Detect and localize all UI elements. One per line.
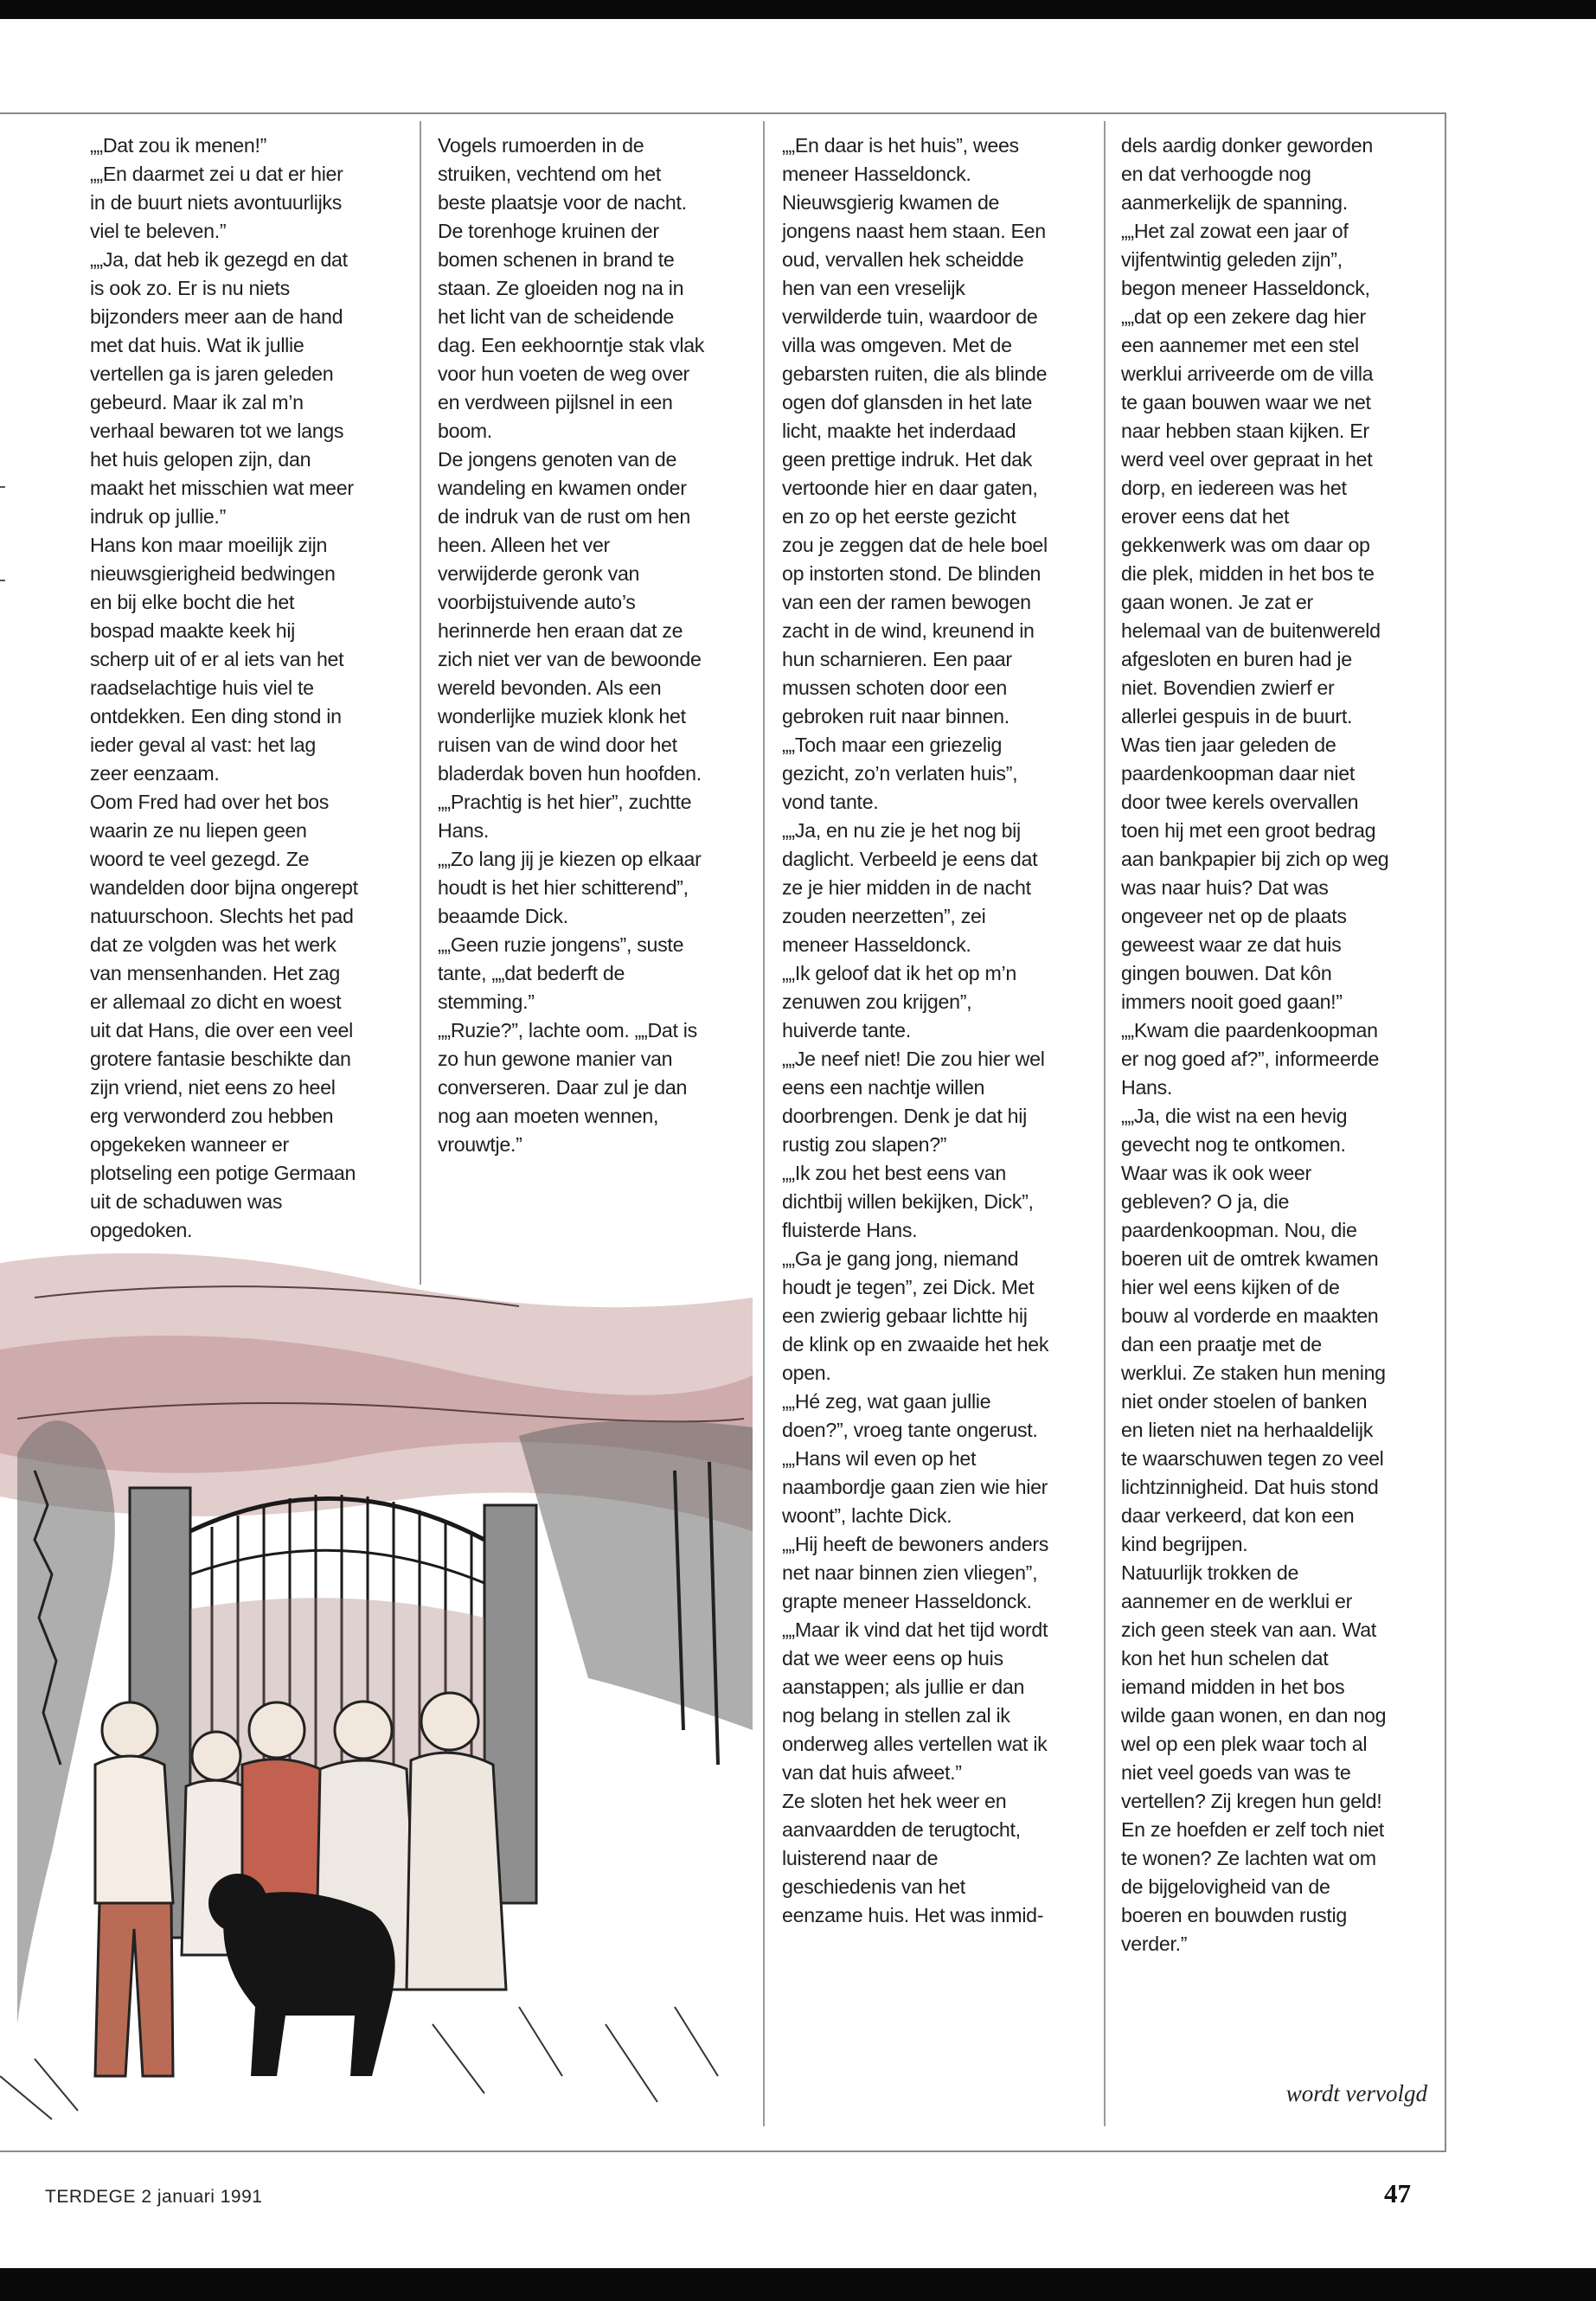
paragraph: „„En daar is het huis”, wees meneer Hasseldonck. Nieuwsgierig kwamen de jongens naast hem staan. Een oud, vervallen hek scheidde hen van een vreselijk verwilderde tuin, waardoor de villa was omgeven. Met de gebarsten ruiten, die als blinde ogen dof glansden in het late licht, maakte het inderdaad geen prettige indruk. Het dak vertoonde hier en daar gaten, en zo op het eerste gezicht zou je zeggen dat de hele boel op instorten stond. De blinden van een der ramen bewogen zacht in de wind, kreunend in hun scharnieren. Een paar mussen schoten door een gebroken ruit naar binnen. — [782, 134, 1048, 727]
paragraph: De jongens genoten van de wandeling en kwamen onder de indruk van de rust om hen heen. Alleen het ver verwijderde geronk van voorbijstuivende auto’s herinnerde hen eraan dat ze zich niet ver van de bewoonde wereld bevonden. Als een wonderlijke muziek klonk het ruisen van de wind door het bladerdak boven hun hoofden. — [438, 448, 702, 785]
paragraph: „„Het zal zowat een jaar of vijfentwintig geleden zijn”, begon meneer Hasseldonck, „„dat op een zekere dag hier een aannemer met een stel werklui arriveerde om de villa te gaan bouwen waar we net naar hebben staan kijken. Er werd veel over gepraat in het dorp, en iedereen was het erover eens dat het gekkenwerk was om daar op die plek, midden in het bos te gaan wonen. Je zat er helemaal van de buitenwereld afgesloten en buren had je niet. Bovendien zwierf er allerlei gespuis in de buurt. Was tien jaar geleden de paardenkoopman daar niet door twee kerels overvallen toen hij met een groot bedrag aan bankpapier bij zich op weg was naar huis? Dat was ongeveer net op de plaats geweest waar ze dat huis gingen bouwen. Dat kôn immers nooit goed gaan!” — [1121, 220, 1389, 1013]
paragraph: De torenhoge kruinen der bomen schenen in brand te staan. Ze gloeiden nog na in het licht van de scheidende dag. Een eekhoorntje stak vlak voor hun voeten de weg over en verdween pijlsnel in een boom. — [438, 220, 705, 442]
paragraph: „„Ja, die wist na een hevig gevecht nog te ontkomen. Waar was ik ook weer gebleven? O ja, die paardenkoopman. Nou, die boeren uit de omtrek kwamen hier wel eens kijken of de bouw al vorderde en maakten dan een praatje met de werklui. Ze staken hun mening niet onder stoelen of banken en lieten niet na herhaaldelijk te waarschuwen tegen zo veel lichtzinnigheid. Dat huis stond daar verkeerd, dat kon een kind begrijpen. — [1121, 1105, 1386, 1555]
scan-bottom-border — [0, 2268, 1596, 2301]
page-number: 47 — [1384, 2178, 1411, 2208]
scan-top-border — [0, 0, 1596, 19]
paragraph: „„Ruzie?”, lachte oom. „„Dat is zo hun gewone manier van converseren. Daar zul je dan nog aan moeten wennen, vrouwtje.” — [438, 1019, 697, 1156]
paragraph: Ze sloten het hek weer en aanvaardden de terugtocht, luisterend naar de geschiedenis van het eenzame huis. Het was inmid- — [782, 1790, 1044, 1926]
paragraph: „„Ja, en nu zie je het nog bij daglicht. Verbeeld je eens dat ze je hier midden in de nacht zouden neerzetten”, zei meneer Hasseldonck. — [782, 819, 1038, 956]
column-rule — [420, 121, 421, 1285]
column-rule — [1104, 121, 1106, 2126]
paragraph: „„Prachtig is het hier”, zuchtte Hans. — [438, 791, 692, 842]
paragraph: „„Toch maar een griezelig gezicht, zo’n verlaten huis”, vond tante. — [782, 734, 1018, 813]
paragraph: „„Zo lang jij je kiezen op elkaar houdt is het hier schitterend”, beaamde Dick. — [438, 848, 702, 927]
gate-illustration — [0, 1246, 753, 2145]
gate-rail — [190, 1550, 484, 1583]
column-rule — [763, 121, 765, 2126]
paragraph: „„Geen ruzie jongens”, suste tante, „„dat bederft de stemming.” — [438, 933, 684, 1013]
paragraph: „„Hij heeft de bewoners anders net naar binnen zien vliegen”, grapte meneer Hasseldonck. „„Maar ik vind dat het tijd wordt dat we weer eens op huis aanstappen; als jullie er dan nog belang in stellen zal ik onderweg alles vertellen wat ik van dat huis afweet.” — [782, 1533, 1049, 1784]
paragraph: dels aardig donker geworden en dat verhoogde nog aanmerkelijk de spanning. — [1121, 134, 1373, 214]
paragraph: „„Hans wil even op het naambordje gaan zien wie hier woont”, lachte Dick. — [782, 1447, 1048, 1527]
paragraph: Hans kon maar moeilijk zijn nieuwsgierigheid bedwingen en bij elke bocht die het bospad maakte keek hij scherp uit of er al iets van het raadselachtige huis viel te ontdekken. Een ding stond in ieder geval al vast: het lag zeer eenzaam. — [90, 534, 344, 785]
trees-right — [519, 1420, 753, 1730]
margin-mark — [0, 580, 5, 581]
paragraph: „„En daarmet zei u dat er hier in de buurt niets avontuurlijks viel te beleven.” — [90, 163, 343, 242]
column-4 — [1121, 131, 1389, 1958]
column-2 — [438, 131, 706, 1159]
continued-note: wordt vervolgd — [1285, 2080, 1427, 2106]
margin-mark — [0, 486, 5, 488]
paragraph: „„Kwam die paardenkoopman er nog goed af?”, informeerde Hans. — [1121, 1019, 1380, 1099]
paragraph: „„Ja, dat heb ik gezegd en dat is ook zo. Er is nu niets bijzonders meer aan de hand met dat huis. Wat ik jullie vertellen ga is jaren geleden gebeurd. Maar ik zal m’n verhaal bewaren tot we langs het huis gelopen zijn, dan maakt het misschien wat meer indruk op jullie.” — [90, 248, 354, 528]
paragraph: „„Ik geloof dat ik het op m’n zenuwen zou krijgen”, huiverde tante. — [782, 962, 1016, 1042]
paragraph: Natuurlijk trokken de aannemer en de werklui er zich geen steek van aan. Wat kon het hun schelen dat iemand midden in het bos wilde gaan wonen, en dan nog wel op een plek waar toch al niet veel goeds van was te vertellen? Zij kregen hun geld! En ze hoefden er zelf toch niet te wonen? Ze lachten wat om de bijgelovigheid van de boeren en bouwden rustig verder.” — [1121, 1561, 1387, 1955]
paragraph: „„Hé zeg, wat gaan jullie doen?”, vroeg tante ongerust. — [782, 1390, 1038, 1441]
publication-footer: TERDEGE 2 januari 1991 — [45, 2187, 263, 2207]
paragraph: „„Ik zou het best eens van dichtbij willen bekijken, Dick”, fluisterde Hans. — [782, 1162, 1034, 1241]
paragraph: Vogels rumoerden in de struiken, vechtend om het beste plaatsje voor de nacht. — [438, 134, 687, 214]
paragraph: Oom Fred had over het bos waarin ze nu liepen geen woord te veel gezegd. Ze wandelden door bijna ongerept natuurschoon. Slechts het pad dat ze volgden was het werk van mensenhanden. Het zag er allemaal zo dicht en woest uit dat Hans, die over een veel grotere fantasie beschikte dan zijn vriend, niet eens zo heel erg verwonderd zou hebben opgekeken wanneer er plotseling een potige Germaan uit de schaduwen was opgedoken. — [90, 791, 358, 1241]
column-1 — [90, 131, 358, 1245]
paragraph: „„Dat zou ik menen!” — [90, 134, 267, 157]
paragraph: „„Ga je gang jong, niemand houdt je tegen”, zei Dick. Met een zwierig gebaar lichtte hij de klink op en zwaaide het hek open. — [782, 1247, 1049, 1384]
column-3 — [782, 131, 1050, 1930]
paragraph: „„Je neef niet! Die zou hier wel eens een nachtje willen doorbrengen. Denk je dat hij rustig zou slapen?” — [782, 1048, 1045, 1156]
